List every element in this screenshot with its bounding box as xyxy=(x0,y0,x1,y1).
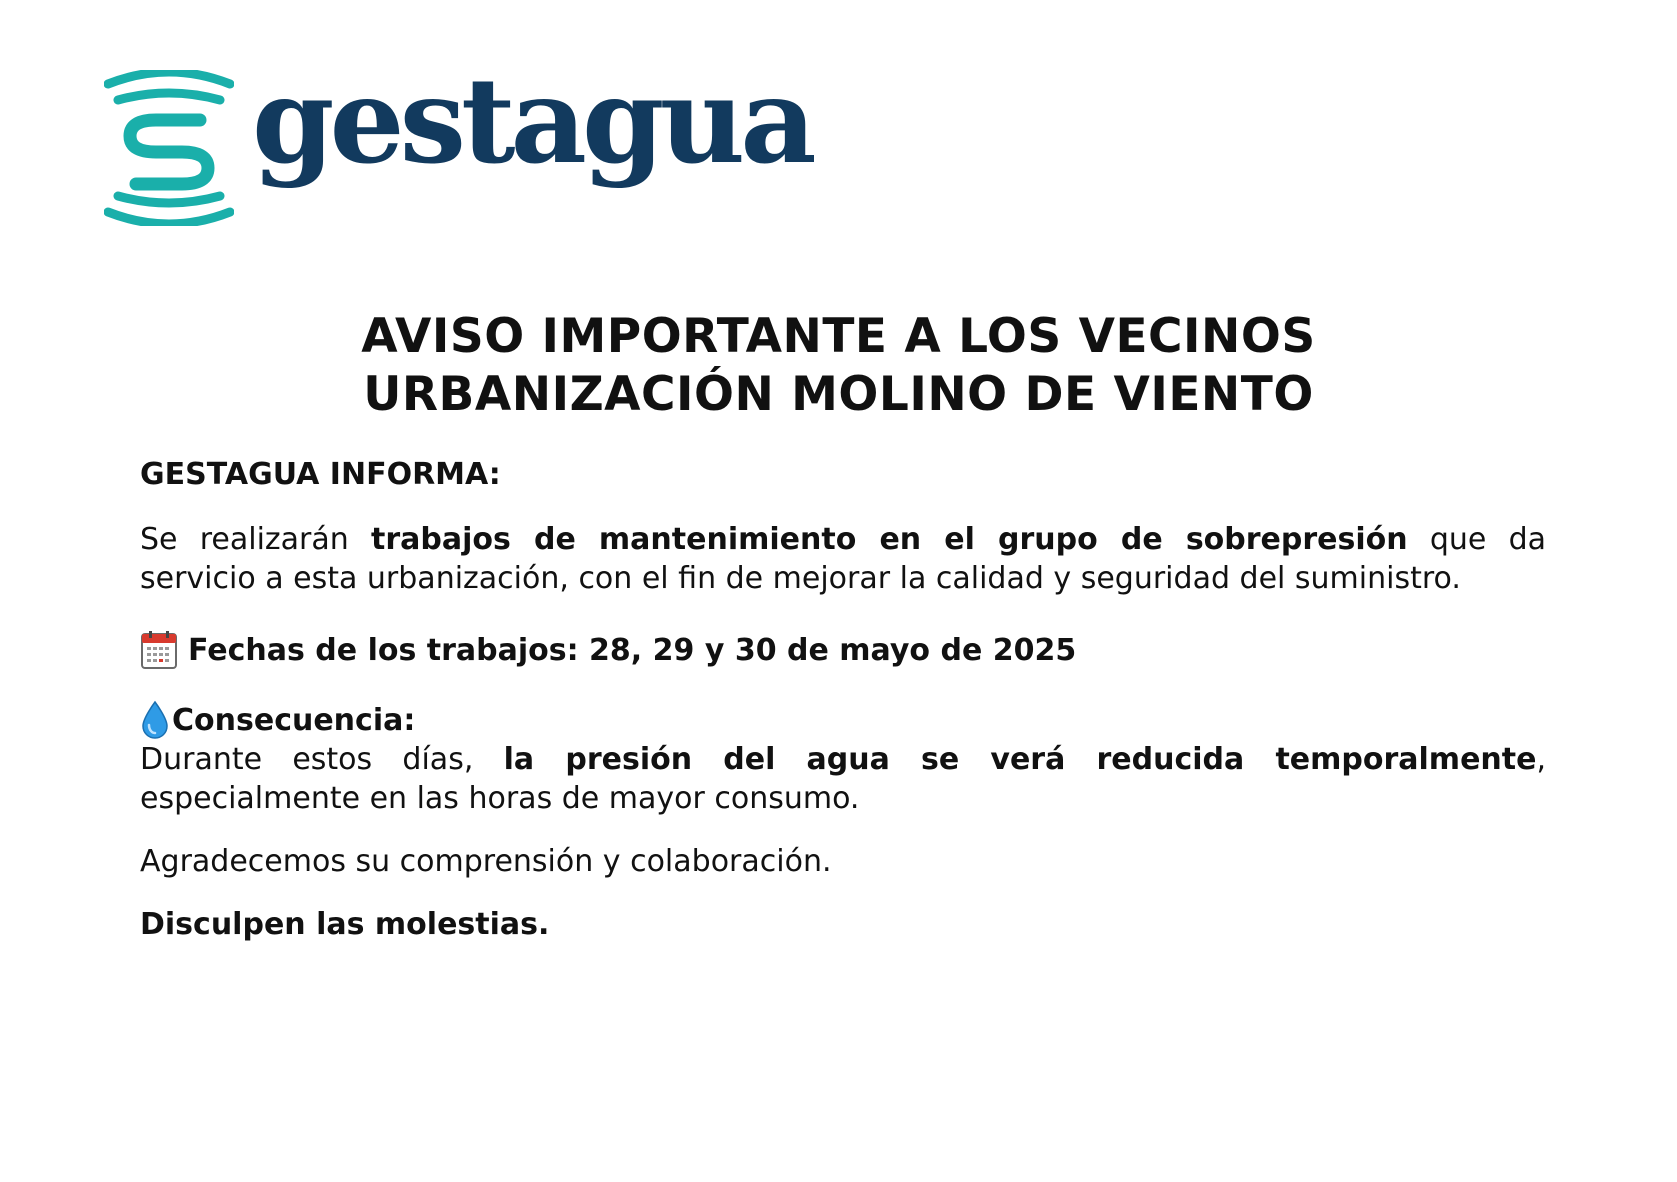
intro-text-1: Se realizarán xyxy=(140,522,371,557)
consequence-heading-text: Consecuencia: xyxy=(172,702,416,738)
consequence-text-1: Durante estos días, xyxy=(140,742,504,777)
title-line-2: URBANIZACIÓN MOLINO DE VIENTO xyxy=(363,367,1314,422)
gestagua-mark-icon xyxy=(104,70,234,226)
consequence-bold-text: la presión del agua se verá reducida temporalmente xyxy=(503,742,1537,777)
intro-text-2: que da xyxy=(1407,522,1547,557)
consequence-line-1 xyxy=(140,740,1546,779)
apology-text: Disculpen las molestias. xyxy=(140,907,550,942)
calendar-icon xyxy=(140,630,178,670)
intro-line-2: servicio a esta urbanización, con el fin de mejorar la calidad y seguridad del suministro. xyxy=(140,561,1461,596)
consequence-line-2: especialmente en las horas de mayor consumo. xyxy=(140,781,860,816)
notice-body xyxy=(140,455,1546,944)
intro-line-1 xyxy=(140,520,1546,559)
intro-paragraph xyxy=(140,520,1546,598)
dates-text: Fechas de los trabajos: 28, 29 y 30 de mayo de 2025 xyxy=(188,632,1077,668)
consequence-heading xyxy=(140,700,1546,740)
intro-bold-text: trabajos de mantenimiento en el grupo de sobrepresión xyxy=(371,522,1408,557)
thanks-text: Agradecemos su comprensión y colaboración. xyxy=(140,844,832,879)
dates-line xyxy=(140,630,1546,670)
gestagua-wordmark: gestagua xyxy=(252,51,812,190)
water-drop-icon xyxy=(140,700,170,740)
consequence-text-2: , xyxy=(1536,742,1547,777)
consequence-paragraph xyxy=(140,740,1546,818)
informa-heading: GESTAGUA INFORMA: xyxy=(140,457,501,492)
gestagua-logo xyxy=(104,51,812,230)
page-title xyxy=(0,308,1677,424)
title-line-1: AVISO IMPORTANTE A LOS VECINOS xyxy=(361,309,1316,364)
